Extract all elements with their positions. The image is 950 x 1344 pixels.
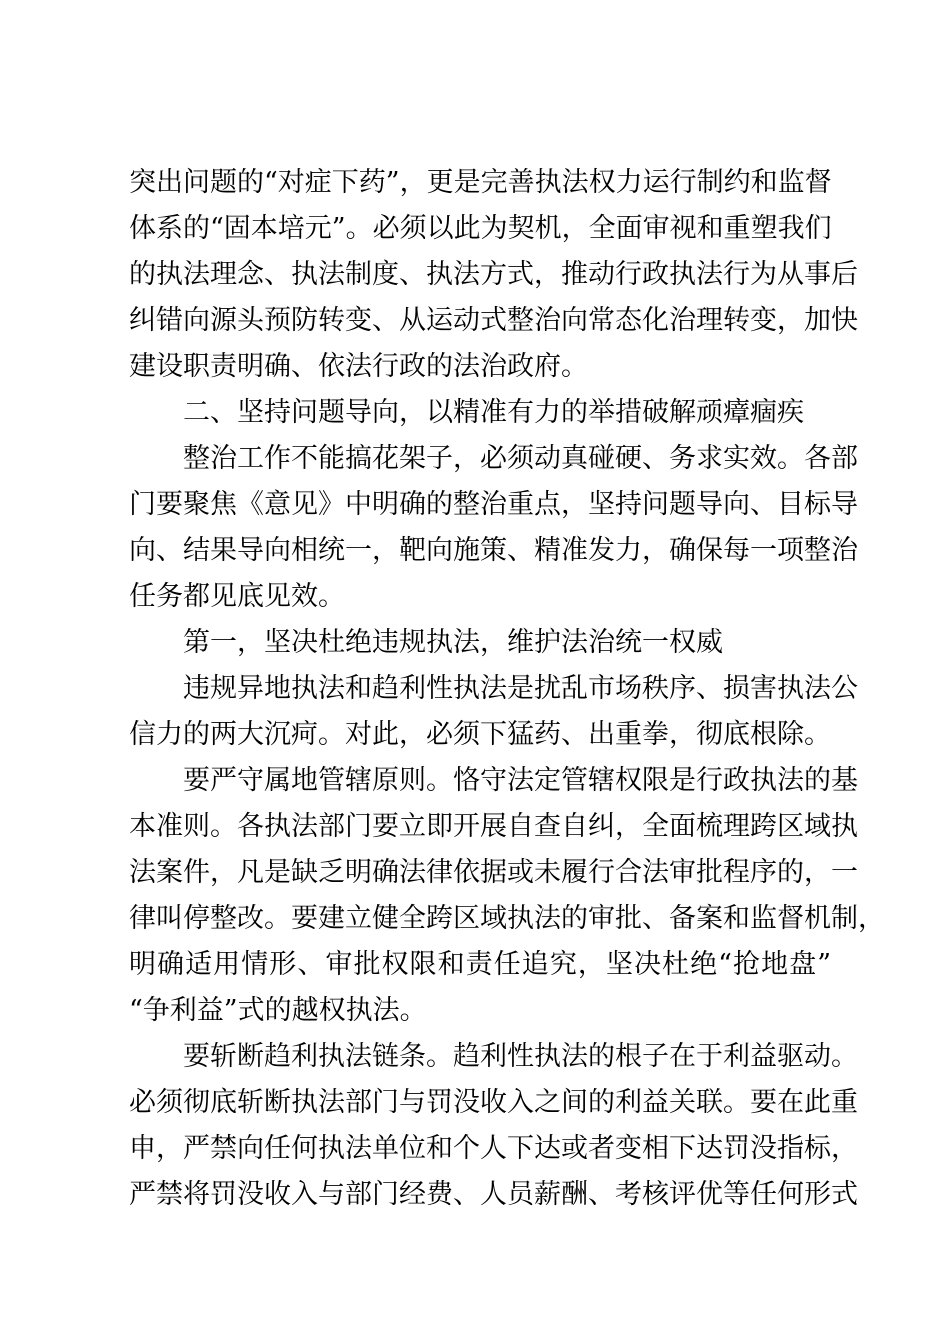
body-text	[129, 160, 885, 1218]
text-line: 严禁将罚没收入与部门经费、人员薪酬、考核评优等任何形式	[129, 1179, 858, 1210]
text-line: 必须彻底斩断执法部门与罚没收入之间的利益关联。要在此重	[129, 1087, 858, 1118]
text-line: 的执法理念、执法制度、执法方式，推动行政执法行为从事后	[129, 259, 858, 290]
text-line: 任务都见底见效。	[129, 581, 345, 612]
text-line: 法案件，凡是缺乏明确法律依据或未履行合法审批程序的，一	[129, 857, 858, 888]
text-line: 本准则。各执法部门要立即开展自查自纠，全面梳理跨区域执	[129, 811, 858, 842]
text-line: 体系的“固本培元”。必须以此为契机，全面审视和重塑我们	[129, 213, 832, 244]
text-line: 要斩断趋利执法链条。趋利性执法的根子在于利益驱动。	[183, 1041, 858, 1072]
text-line: 向、结果导向相统一，靶向施策、精准发力，确保每一项整治	[129, 535, 858, 566]
text-line: 第一，坚决杜绝违规执法，维护法治统一权威	[183, 627, 723, 658]
text-line: 违规异地执法和趋利性执法是扰乱市场秩序、损害执法公	[183, 673, 858, 704]
text-line: “争利益”式的越权执法。	[129, 995, 427, 1026]
text-line: 建设职责明确、依法行政的法治政府。	[129, 351, 588, 382]
text-line: 整治工作不能搞花架子，必须动真碰硬、务求实效。各部	[183, 443, 858, 474]
text-line: 明确适用情形、审批权限和责任追究，坚决杜绝“抢地盘”	[129, 949, 831, 980]
text-line: 要严守属地管辖原则。恪守法定管辖权限是行政执法的基	[183, 765, 858, 796]
text-line: 信力的两大沉疴。对此，必须下猛药、出重拳，彻底根除。	[129, 719, 831, 750]
text-line: 律叫停整改。要建立健全跨区域执法的审批、备案和监督机制，	[129, 903, 885, 934]
text-line: 申，严禁向任何执法单位和个人下达或者变相下达罚没指标，	[129, 1133, 858, 1164]
text-line: 二、坚持问题导向，以精准有力的举措破解顽瘴痼疾	[183, 397, 804, 428]
text-line: 门要聚焦《意见》中明确的整治重点，坚持问题导向、目标导	[129, 489, 858, 520]
text-line: 突出问题的“对症下药”，更是完善执法权力运行制约和监督	[129, 167, 832, 198]
text-line: 纠错向源头预防转变、从运动式整治向常态化治理转变，加快	[129, 305, 858, 336]
